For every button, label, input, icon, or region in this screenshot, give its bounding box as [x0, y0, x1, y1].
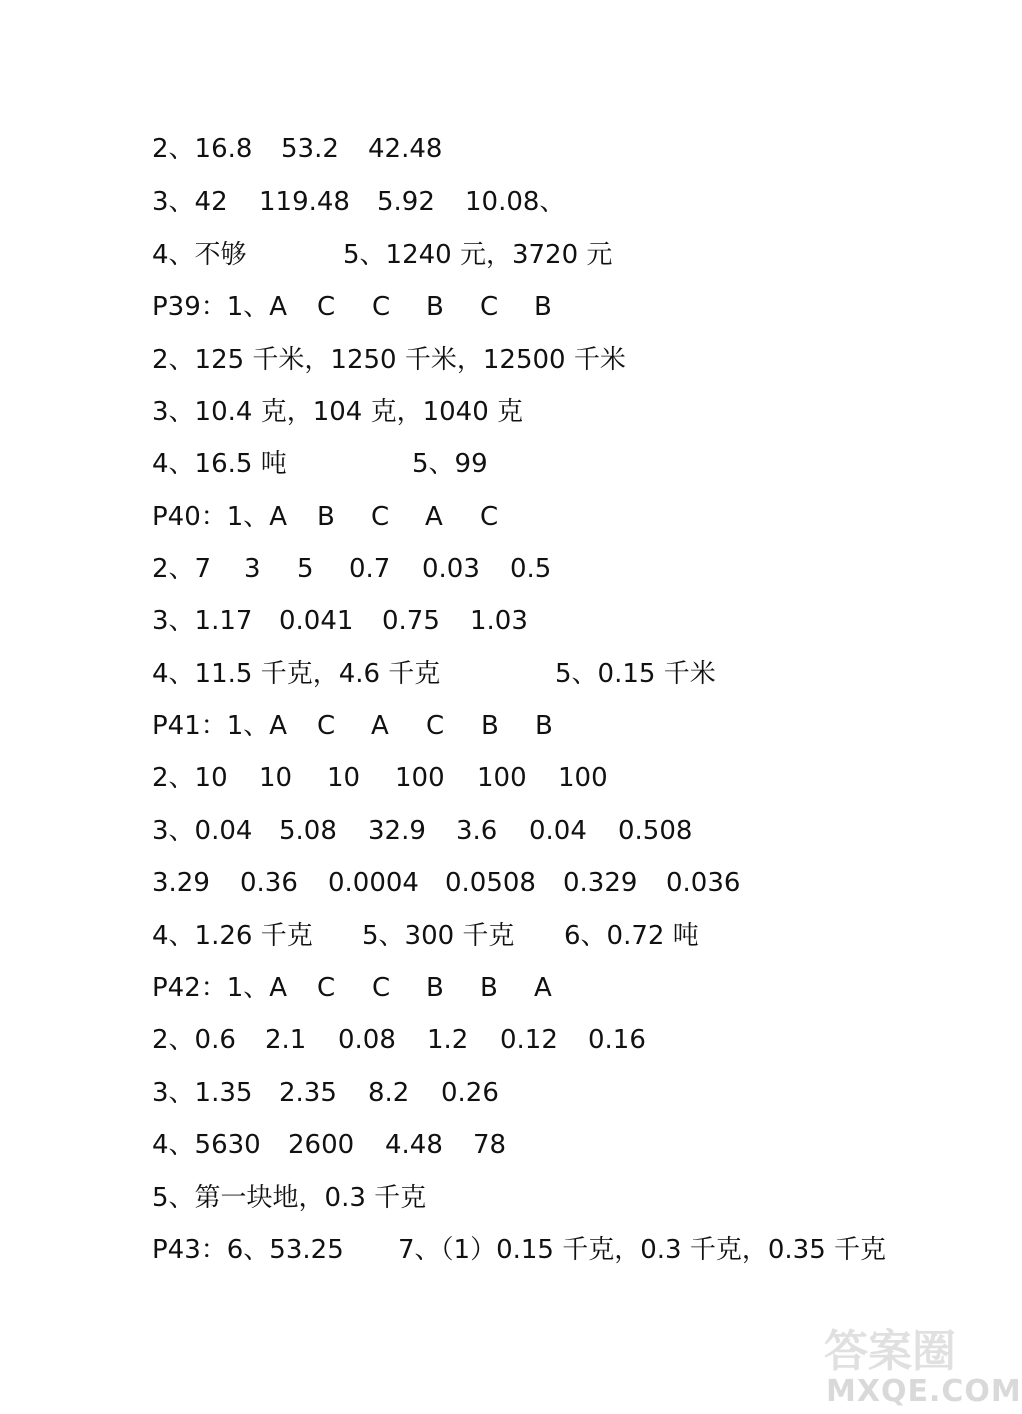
answer-item: 100: [395, 763, 445, 793]
answer-item: B: [481, 711, 499, 741]
answer-item: 0.26: [441, 1078, 499, 1108]
answer-item: 100: [477, 763, 527, 793]
answer-item: 3、10.4 克，104 克，1040 克: [152, 397, 524, 427]
answer-line-15: [152, 863, 972, 903]
answer-item: 2、7: [152, 554, 212, 584]
answer-item: P42：1、A: [152, 973, 288, 1003]
answer-line-13: [152, 758, 972, 798]
answer-item: 2、16.8: [152, 134, 253, 164]
answer-item: 0.16: [588, 1025, 646, 1055]
answer-line-16: [152, 916, 972, 956]
answer-item: 3、42: [152, 187, 228, 217]
answer-item: 5、1240 元，3720 元: [343, 240, 613, 270]
answer-item: C: [480, 502, 499, 532]
answer-line-2: [152, 182, 972, 222]
answer-item: 3.6: [456, 816, 498, 846]
answer-line-21: [152, 1178, 972, 1218]
answer-item: 4、不够: [152, 240, 247, 270]
answer-item: 7、（1）0.15 千克，0.3 千克，0.35 千克: [398, 1235, 887, 1265]
answer-item: 10: [327, 763, 361, 793]
answer-line-10: [152, 601, 972, 641]
answer-item: C: [372, 292, 391, 322]
answer-item: C: [371, 502, 390, 532]
answer-item: 6、0.72 吨: [564, 921, 699, 951]
answer-item: 1.2: [427, 1025, 469, 1055]
answer-item: 100: [558, 763, 608, 793]
answer-item: B: [317, 502, 335, 532]
answer-line-22: [152, 1230, 972, 1270]
answer-item: 0.08: [338, 1025, 396, 1055]
answer-line-5: [152, 340, 972, 380]
answer-line-11: [152, 654, 972, 694]
answer-item: 4、16.5 吨: [152, 449, 287, 479]
answer-item: 4、11.5 千克，4.6 千克: [152, 659, 441, 689]
answer-item: 3: [244, 554, 261, 584]
answer-line-3: [152, 235, 972, 275]
answer-line-9: [152, 549, 972, 589]
answer-item: 2.35: [279, 1078, 337, 1108]
answer-item: C: [480, 292, 499, 322]
answer-line-17: [152, 968, 972, 1008]
answer-item: 0.329: [563, 868, 638, 898]
watermark-logo-icon: [818, 1318, 988, 1378]
answer-line-8: [152, 497, 972, 537]
answer-item: C: [317, 711, 336, 741]
answer-line-14: [152, 811, 972, 851]
answer-line-7: [152, 444, 972, 484]
answer-item: A: [425, 502, 443, 532]
answer-item: 5、300 千克: [362, 921, 515, 951]
site-watermark: [818, 1318, 1022, 1409]
answer-item: 3、1.17: [152, 606, 253, 636]
answer-item: 5、第一块地，0.3 千克: [152, 1183, 427, 1213]
answer-item: 0.508: [618, 816, 693, 846]
answer-item: 0.36: [240, 868, 298, 898]
answer-item: 10: [259, 763, 293, 793]
answer-item: 5、99: [412, 449, 488, 479]
answer-item: 0.0508: [445, 868, 536, 898]
answer-item: P43：6、53.25: [152, 1235, 344, 1265]
answer-item: 2600: [288, 1130, 355, 1160]
answer-line-6: [152, 392, 972, 432]
answer-item: 5: [297, 554, 314, 584]
answer-item: 4.48: [385, 1130, 443, 1160]
answer-item: 53.2: [281, 134, 339, 164]
answer-item: 1.03: [470, 606, 528, 636]
answer-item: B: [534, 292, 552, 322]
watermark-logo-text: 答案圈: [824, 1326, 956, 1377]
answer-item: A: [534, 973, 552, 1003]
answer-item: 4、1.26 千克: [152, 921, 313, 951]
answer-item: 42.48: [368, 134, 443, 164]
answer-item: 78: [473, 1130, 507, 1160]
answer-item: 2、0.6: [152, 1025, 236, 1055]
answer-item: B: [480, 973, 498, 1003]
answer-item: B: [426, 292, 444, 322]
answer-item: 0.5: [510, 554, 552, 584]
answer-item: 0.041: [279, 606, 354, 636]
answer-item: 0.12: [500, 1025, 558, 1055]
answer-item: 2.1: [265, 1025, 307, 1055]
answer-item: 2、10: [152, 763, 228, 793]
answer-item: P40：1、A: [152, 502, 288, 532]
answer-line-12: [152, 706, 972, 746]
answer-item: 119.48: [259, 187, 350, 217]
answer-item: 2、125 千米，1250 千米，12500 千米: [152, 345, 626, 375]
answer-item: P39：1、A: [152, 292, 288, 322]
answer-item: 5.92: [377, 187, 435, 217]
answer-line-18: [152, 1020, 972, 1060]
answer-item: B: [426, 973, 444, 1003]
answer-item: 0.75: [382, 606, 440, 636]
answer-item: 5.08: [279, 816, 337, 846]
answer-line-20: [152, 1125, 972, 1165]
answer-item: 3、1.35: [152, 1078, 253, 1108]
answer-item: 10.08、: [465, 187, 566, 217]
answer-item: 0.0004: [328, 868, 419, 898]
answer-item: C: [372, 973, 391, 1003]
answer-item: 3、0.04: [152, 816, 253, 846]
answer-item: 0.03: [422, 554, 480, 584]
answer-item: 32.9: [368, 816, 426, 846]
answer-item: C: [426, 711, 445, 741]
answer-item: 8.2: [368, 1078, 410, 1108]
answer-item: P41：1、A: [152, 711, 288, 741]
answer-item: B: [535, 711, 553, 741]
answer-item: 0.036: [666, 868, 741, 898]
answer-item: A: [371, 711, 389, 741]
answer-item: C: [317, 973, 336, 1003]
answer-item: 3.29: [152, 868, 210, 898]
answer-item: 5、0.15 千米: [555, 659, 716, 689]
answer-item: 0.7: [349, 554, 391, 584]
answer-line-1: [152, 129, 972, 169]
answer-item: 4、5630: [152, 1130, 261, 1160]
answer-line-19: [152, 1073, 972, 1113]
answer-item: 0.04: [529, 816, 587, 846]
answer-line-4: [152, 287, 972, 327]
answer-item: C: [317, 292, 336, 322]
watermark-site: MXQE.COM: [826, 1374, 1022, 1409]
